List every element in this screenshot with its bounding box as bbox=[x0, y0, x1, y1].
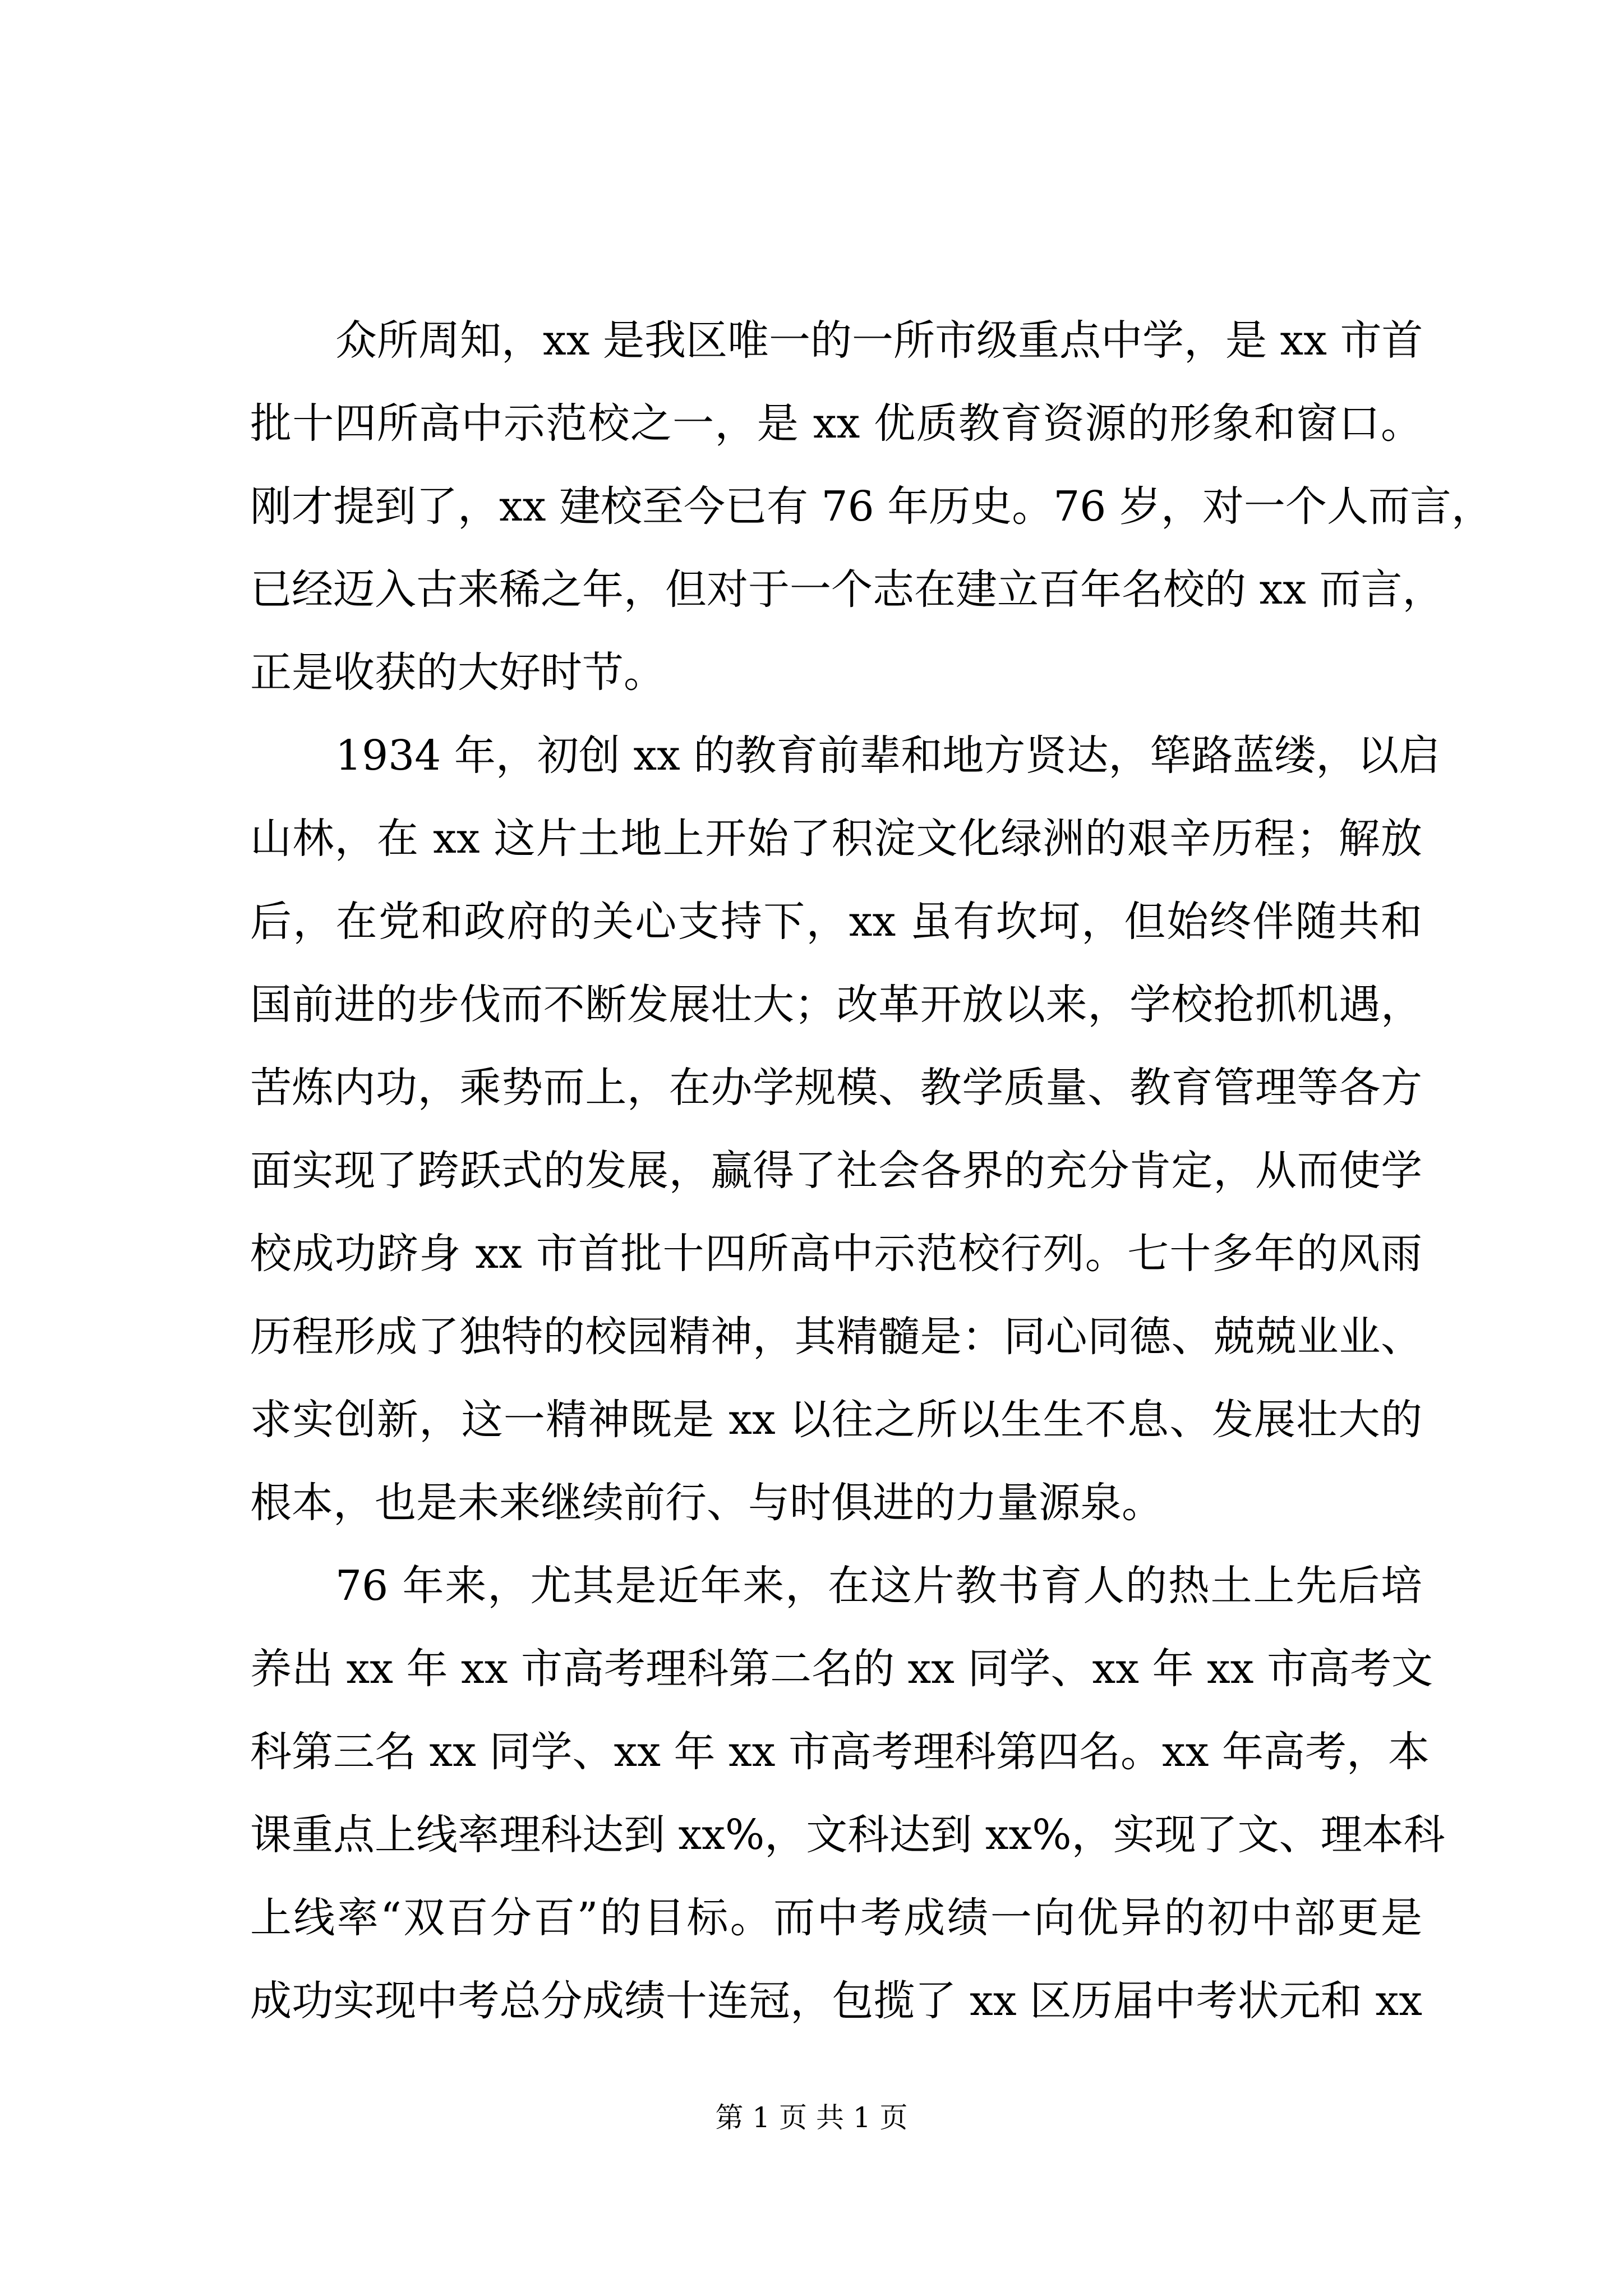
paragraph-3-line-2: 养出 xx 年 xx 市高考理科第二名的 xx 同学、xx 年 xx 市高考文 bbox=[250, 1645, 1433, 1693]
paragraph-3-line-3: 科第三名 xx 同学、xx 年 xx 市高考理科第四名。xx 年高考，本 bbox=[250, 1728, 1430, 1776]
paragraph-2-line-2: 山林，在 xx 这片土地上开始了积淀文化绿洲的艰辛历程；解放 bbox=[250, 815, 1422, 863]
page-number-footer: 第 1 页 共 1 页 bbox=[715, 2101, 908, 2134]
paragraph-2-line-3: 后，在党和政府的关心支持下，xx 虽有坎坷，但始终伴随共和 bbox=[250, 898, 1422, 946]
paragraph-1-line-2: 批十四所高中示范校之一，是 xx 优质教育资源的形象和窗口。 bbox=[250, 399, 1422, 448]
paragraph-2-line-9: 求实创新，这一精神既是 xx 以往之所以生生不息、发展壮大的 bbox=[250, 1396, 1422, 1444]
paragraph-2-line-6: 面实现了跨跃式的发展，赢得了社会各界的充分肯定，从而使学 bbox=[250, 1147, 1422, 1195]
paragraph-2-line-10: 根本，也是未来继续前行、与时俱进的力量源泉。 bbox=[250, 1479, 1163, 1527]
paragraph-1-line-1: 众所周知，xx 是我区唯一的一所市级重点中学，是 xx 市首 bbox=[335, 316, 1423, 365]
paragraph-1-line-4: 已经迈入古来稀之年，但对于一个志在建立百年名校的 xx 而言， bbox=[250, 565, 1444, 614]
paragraph-3-line-1: 76 年来，尤其是近年来，在这片教书育人的热土上先后培 bbox=[335, 1562, 1422, 1610]
paragraph-2-line-7: 校成功跻身 xx 市首批十四所高中示范校行列。七十多年的风雨 bbox=[250, 1230, 1422, 1278]
paragraph-3-line-4: 课重点上线率理科达到 xx%，文科达到 xx%，实现了文、理本科 bbox=[250, 1811, 1445, 1859]
paragraph-1-line-3: 刚才提到了，xx 建校至今已有 76 年历史。76 岁，对一个人而言， bbox=[250, 482, 1493, 531]
paragraph-2-line-4: 国前进的步伐而不断发展壮大；改革开放以来，学校抢抓机遇， bbox=[250, 981, 1422, 1029]
paragraph-3-line-6: 成功实现中考总分成绩十连冠，包揽了 xx 区历届中考状元和 xx bbox=[250, 1977, 1422, 2025]
paragraph-2-line-5: 苦炼内功，乘势而上，在办学规模、教学质量、教育管理等各方 bbox=[250, 1064, 1422, 1112]
paragraph-1-line-5: 正是收获的大好时节。 bbox=[250, 648, 665, 697]
document-body bbox=[250, 299, 1493, 2042]
paragraph-3-line-5: 上线率“双百分百”的目标。而中考成绩一向优异的初中部更是 bbox=[250, 1894, 1422, 1942]
paragraph-2-line-1: 1934 年，初创 xx 的教育前辈和地方贤达，筚路蓝缕，以启 bbox=[335, 731, 1441, 780]
paragraph-2-line-8: 历程形成了独特的校园精神，其精髓是：同心同德、兢兢业业、 bbox=[250, 1313, 1422, 1361]
